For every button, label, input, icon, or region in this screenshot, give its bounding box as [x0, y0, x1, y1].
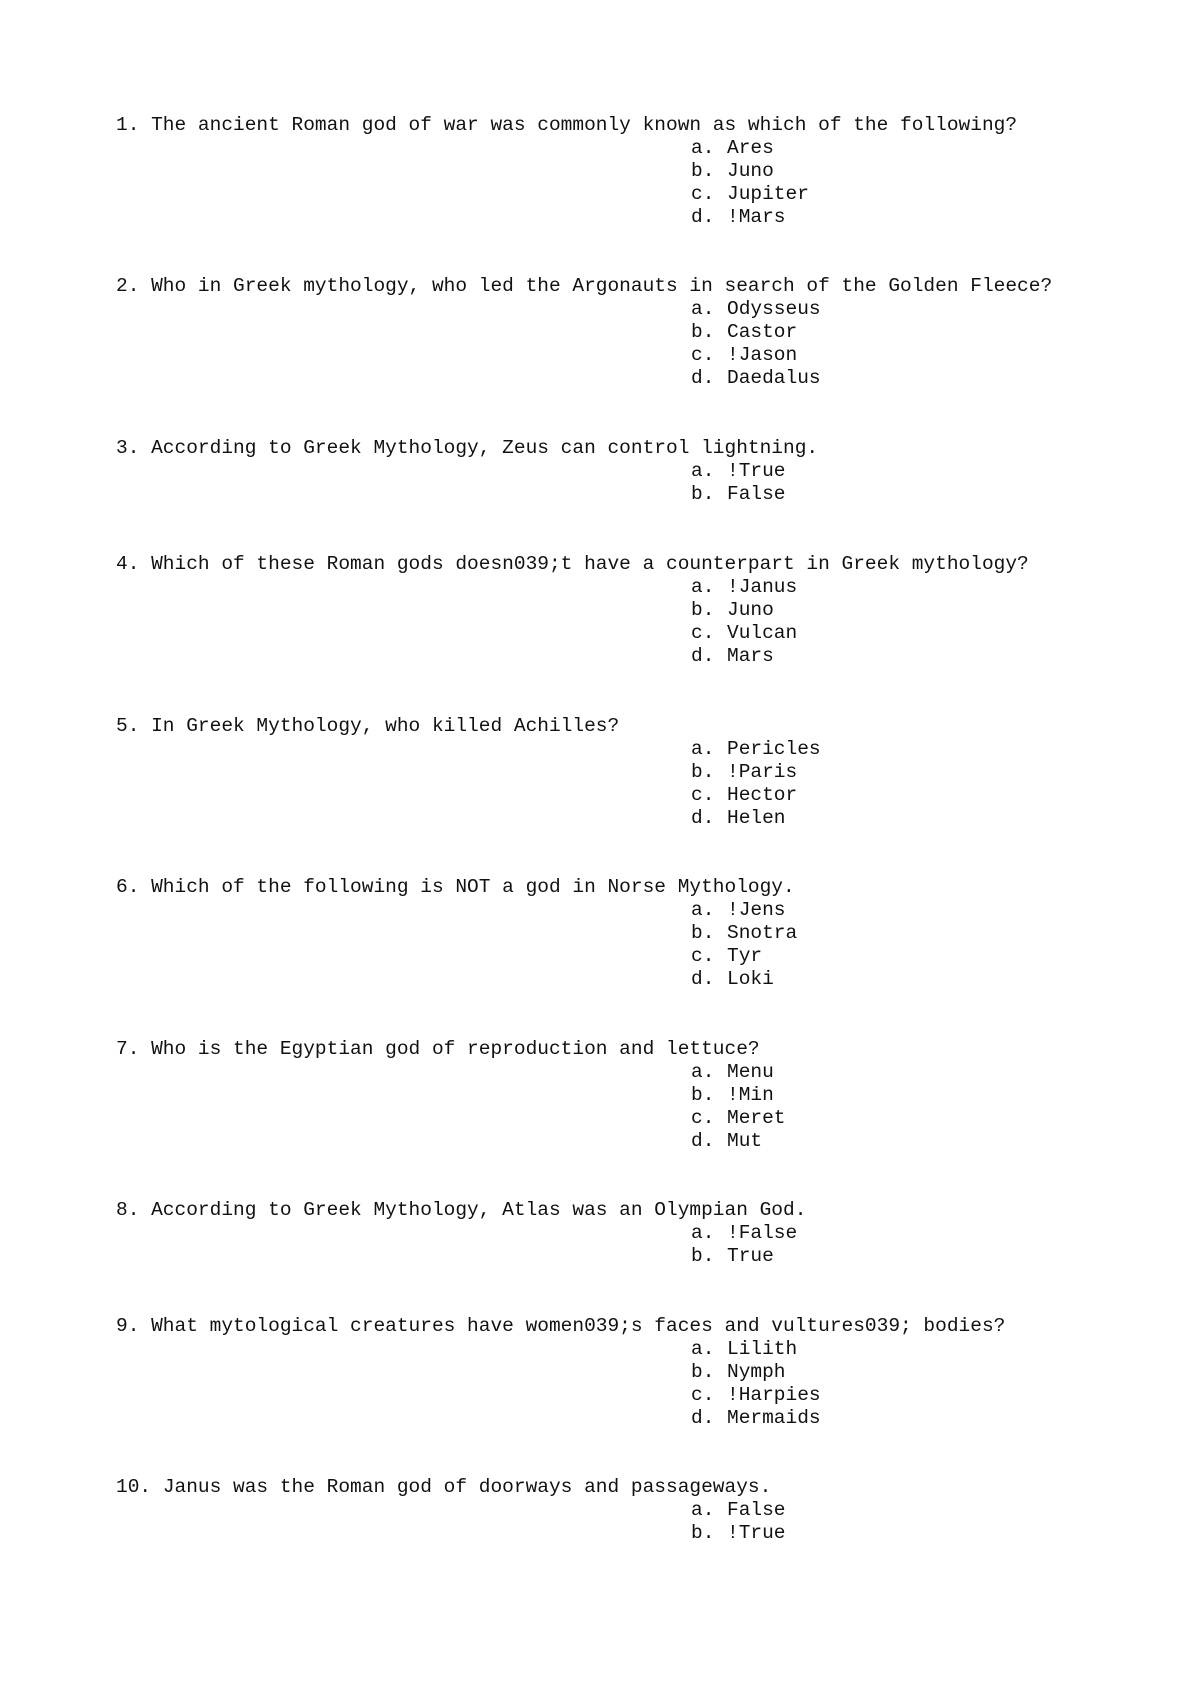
options-list	[691, 1338, 1116, 1430]
option-text: Ares	[727, 137, 774, 159]
option-letter: b.	[691, 761, 715, 783]
question-prompt: Which of the following is NOT a god in Norse Mythology.	[151, 876, 795, 898]
option-text: Mars	[727, 645, 774, 667]
option-text: True	[727, 1245, 774, 1267]
option-text: False	[727, 483, 786, 505]
question-number: 4.	[116, 553, 140, 575]
options-list	[691, 738, 1116, 830]
options-list	[691, 1222, 1116, 1268]
question-text	[116, 1315, 1116, 1338]
option-letter: b.	[691, 1361, 715, 1383]
option-letter: d.	[691, 206, 715, 228]
question-prompt: In Greek Mythology, who killed Achilles?	[151, 715, 620, 737]
question-number: 3.	[116, 437, 140, 459]
option-text: Snotra	[727, 922, 798, 944]
option	[691, 945, 1116, 968]
option-text: Castor	[727, 321, 798, 343]
option	[691, 922, 1116, 945]
option	[691, 1361, 1116, 1384]
question-prompt: Janus was the Roman god of doorways and passageways.	[162, 1476, 772, 1498]
option-letter: d.	[691, 1130, 715, 1152]
option-letter: d.	[691, 968, 715, 990]
question-text	[116, 715, 1116, 738]
question-text	[116, 553, 1116, 576]
option	[691, 1061, 1116, 1084]
option-text: Pericles	[727, 738, 821, 760]
option-text: Loki	[727, 968, 774, 990]
question-4	[116, 553, 1116, 668]
option-letter: d.	[691, 807, 715, 829]
option	[691, 622, 1116, 645]
question-6	[116, 876, 1116, 991]
question-number: 10.	[116, 1476, 152, 1498]
option	[691, 1107, 1116, 1130]
option-letter: a.	[691, 298, 715, 320]
option-letter: c.	[691, 1384, 715, 1406]
question-prompt: Who is the Egyptian god of reproduction and lettuce?	[151, 1038, 760, 1060]
option-text: Juno	[727, 160, 774, 182]
question-text	[116, 114, 1116, 137]
option-text: Daedalus	[727, 367, 821, 389]
option-letter: c.	[691, 1107, 715, 1129]
options-list	[691, 298, 1116, 390]
question-number: 2.	[116, 275, 140, 297]
option	[691, 483, 1116, 506]
options-list	[691, 460, 1116, 506]
option	[691, 599, 1116, 622]
option-text: !Jason	[727, 344, 798, 366]
option-text: Odysseus	[727, 298, 821, 320]
option-text: Jupiter	[727, 183, 809, 205]
question-text	[116, 1038, 1116, 1061]
option-letter: b.	[691, 1522, 715, 1544]
question-5	[116, 715, 1116, 830]
question-text	[116, 1476, 1116, 1499]
option-text: Meret	[727, 1107, 786, 1129]
question-text	[116, 275, 1116, 298]
option-letter: b.	[691, 1245, 715, 1267]
option-letter: d.	[691, 645, 715, 667]
option-text: False	[727, 1499, 786, 1521]
option-text: !Paris	[727, 761, 798, 783]
question-prompt: Who in Greek mythology, who led the Argonauts in search of the Golden Fleece?	[151, 275, 1053, 297]
options-list	[691, 1499, 1116, 1545]
question-text	[116, 437, 1116, 460]
option-text: Tyr	[727, 945, 763, 967]
option	[691, 738, 1116, 761]
option-text: !False	[727, 1222, 798, 1244]
option-text: Nymph	[727, 1361, 786, 1383]
option	[691, 576, 1116, 599]
question-9	[116, 1315, 1116, 1430]
option	[691, 137, 1116, 160]
option	[691, 761, 1116, 784]
options-list	[691, 1061, 1116, 1153]
question-text	[116, 1199, 1116, 1222]
option-letter: b.	[691, 321, 715, 343]
question-number: 1.	[116, 114, 140, 136]
option-text: !True	[727, 1522, 786, 1544]
question-prompt: According to Greek Mythology, Atlas was an Olympian God.	[151, 1199, 807, 1221]
option	[691, 298, 1116, 321]
option-letter: a.	[691, 137, 715, 159]
option	[691, 1499, 1116, 1522]
option-text: !Janus	[727, 576, 798, 598]
option-text: Mut	[727, 1130, 763, 1152]
option	[691, 645, 1116, 668]
option-letter: c.	[691, 344, 715, 366]
option-text: Lilith	[727, 1338, 798, 1360]
option-text: !Jens	[727, 899, 786, 921]
option	[691, 899, 1116, 922]
option-text: !Mars	[727, 206, 786, 228]
question-number: 9.	[116, 1315, 140, 1337]
option-letter: a.	[691, 576, 715, 598]
option-letter: a.	[691, 738, 715, 760]
option	[691, 1407, 1116, 1430]
options-list	[691, 137, 1116, 229]
option-letter: a.	[691, 1061, 715, 1083]
option	[691, 460, 1116, 483]
question-number: 5.	[116, 715, 140, 737]
question-prompt: According to Greek Mythology, Zeus can control lightning.	[151, 437, 819, 459]
option	[691, 1222, 1116, 1245]
option-text: Juno	[727, 599, 774, 621]
option-text: !Min	[727, 1084, 774, 1106]
option	[691, 206, 1116, 229]
options-list	[691, 576, 1116, 668]
option	[691, 784, 1116, 807]
question-prompt: The ancient Roman god of war was commonly known as which of the following?	[151, 114, 1018, 136]
option-letter: a.	[691, 1222, 715, 1244]
option-letter: a.	[691, 460, 715, 482]
option-text: !True	[727, 460, 786, 482]
question-10	[116, 1476, 1116, 1545]
option-letter: b.	[691, 922, 715, 944]
option	[691, 344, 1116, 367]
question-1	[116, 114, 1116, 229]
option-text: Helen	[727, 807, 786, 829]
option	[691, 183, 1116, 206]
question-prompt: Which of these Roman gods doesn039;t have a counterpart in Greek mythology?	[151, 553, 1029, 575]
options-list	[691, 899, 1116, 991]
option-letter: c.	[691, 622, 715, 644]
option-letter: d.	[691, 1407, 715, 1429]
question-number: 6.	[116, 876, 140, 898]
option-letter: c.	[691, 945, 715, 967]
option-text: !Harpies	[727, 1384, 821, 1406]
option-text: Hector	[727, 784, 798, 806]
option-letter: a.	[691, 1499, 715, 1521]
question-2	[116, 275, 1116, 390]
option-text: Mermaids	[727, 1407, 821, 1429]
option-letter: c.	[691, 183, 715, 205]
option-text: Vulcan	[727, 622, 798, 644]
option	[691, 1084, 1116, 1107]
question-prompt: What mytological creatures have women039;s faces and vultures039; bodies?	[151, 1315, 1006, 1337]
option	[691, 367, 1116, 390]
question-text	[116, 876, 1116, 899]
option-letter: b.	[691, 599, 715, 621]
option	[691, 1130, 1116, 1153]
option-text: Menu	[727, 1061, 774, 1083]
option	[691, 1245, 1116, 1268]
option-letter: d.	[691, 367, 715, 389]
question-8	[116, 1199, 1116, 1268]
question-7	[116, 1038, 1116, 1153]
option-letter: c.	[691, 784, 715, 806]
option	[691, 1384, 1116, 1407]
option-letter: b.	[691, 1084, 715, 1106]
option	[691, 1338, 1116, 1361]
question-3	[116, 437, 1116, 506]
option	[691, 1522, 1116, 1545]
option-letter: a.	[691, 899, 715, 921]
option	[691, 968, 1116, 991]
option-letter: b.	[691, 483, 715, 505]
option-letter: a.	[691, 1338, 715, 1360]
option	[691, 807, 1116, 830]
question-number: 7.	[116, 1038, 140, 1060]
option-letter: b.	[691, 160, 715, 182]
option	[691, 160, 1116, 183]
question-number: 8.	[116, 1199, 140, 1221]
option	[691, 321, 1116, 344]
